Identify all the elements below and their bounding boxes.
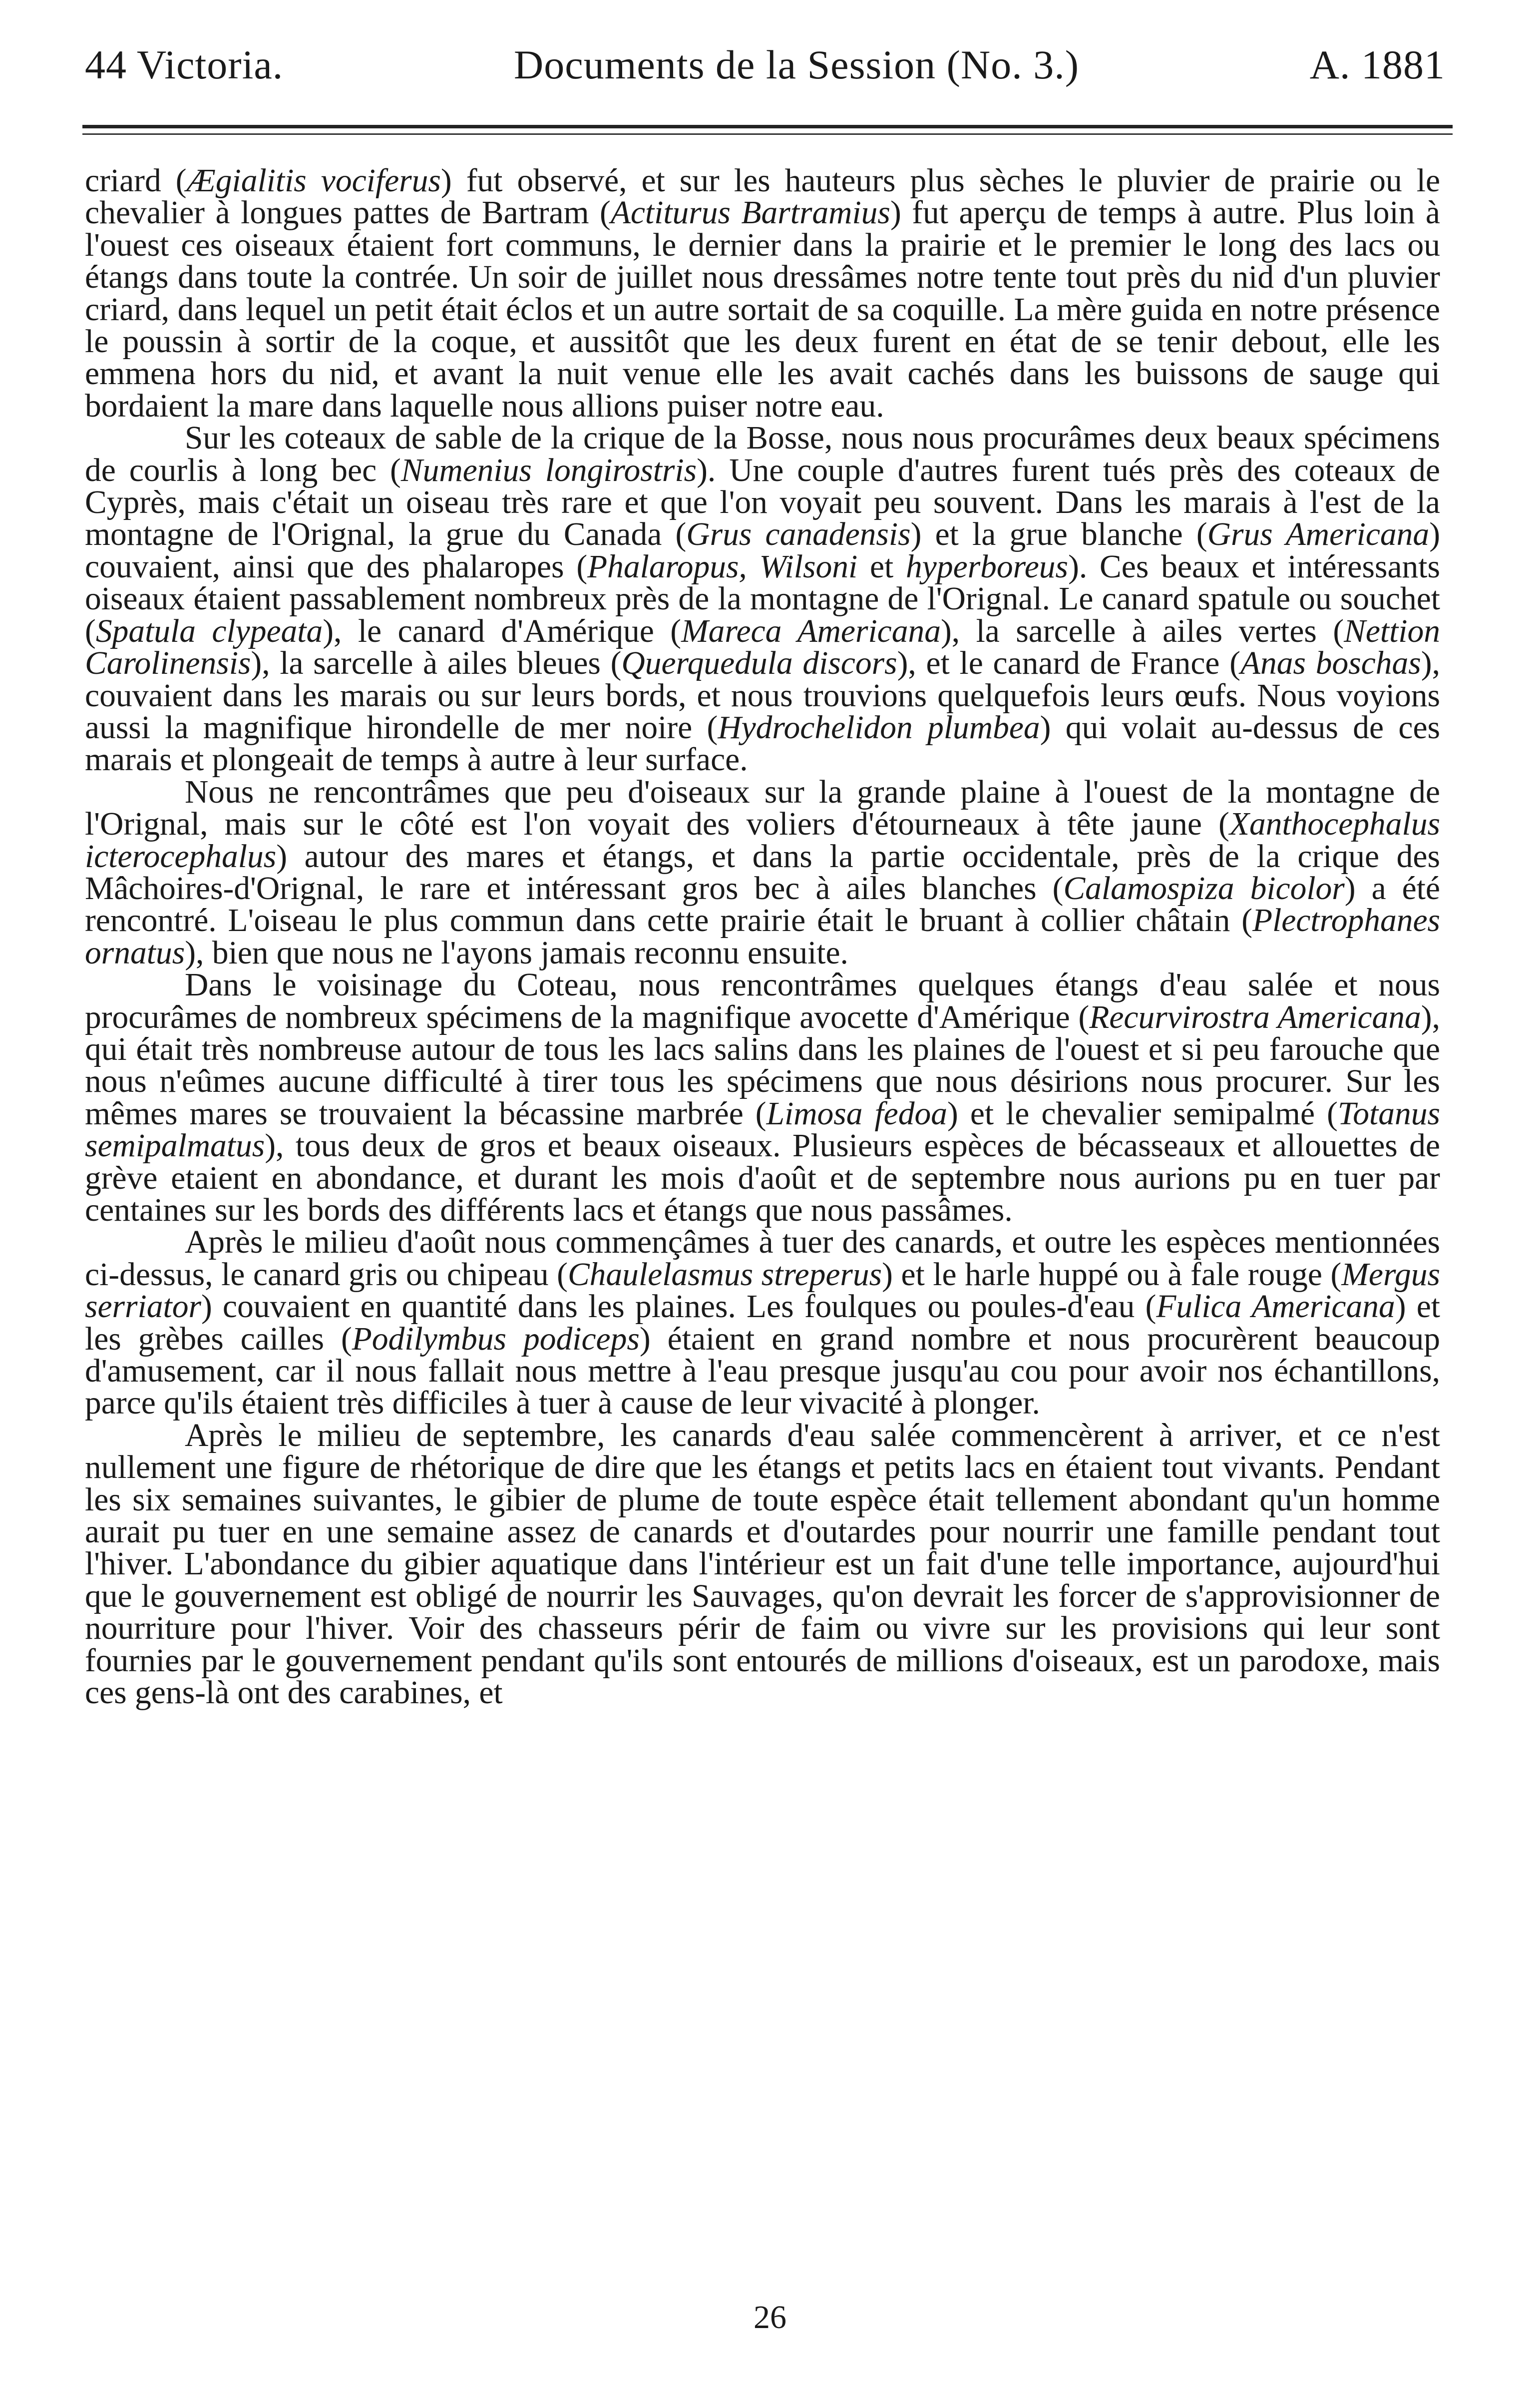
- header-rule: [82, 125, 1453, 135]
- text-run: Nous ne rencontrâmes que peu d'oiseaux sur la grande plaine à l'ouest de la montagne de l'Orignal, mais sur le côté est l'on voyait des voliers d'étourneaux à tête jaune (: [85, 774, 1440, 843]
- page-number: 26: [754, 2299, 786, 2336]
- species-name: Chaulelasmus streperus: [567, 1256, 882, 1293]
- species-name: Numenius longirostris: [400, 452, 697, 488]
- text-run: ) a été rencontré. L'oiseau le plus commun dans cette prairie était le bruant à collier châtain (: [85, 870, 1441, 939]
- paragraph: [85, 776, 1440, 969]
- text-run: ) fut observé, et sur les hauteurs plus sèches le pluvier de prairie ou le chevalier à longues pattes de Bartram (: [85, 163, 1441, 231]
- text-run: ). Une couple d'autres furent tués près des coteaux de Cyprès, mais c'était un oiseau très rare et que l'on voyait peu souvent. Dans les marais à l'est de la montagne de l'Orignal, la grue du Canada (: [85, 452, 1440, 553]
- text-run: ), qui était très nombreuse autour de tous les lacs salins dans les plaines de l'ouest et si peu farouche que nous n'eûmes aucune difficulté à tirer tous les spécimens que nous désirions nous procurer. Sur les mêmes mares se trouvaient la bécassine marbrée (: [85, 999, 1440, 1132]
- header-title: Documents de la Session (No. 3.): [514, 42, 1080, 87]
- species-name: Plectrophanes ornatus: [85, 903, 1440, 971]
- text-run: ) qui volait au-dessus de ces marais et plongeait de temps à autre à leur surface.: [85, 709, 1441, 778]
- paragraph: [85, 1417, 1440, 1711]
- text-run: ) et le harle huppé ou à fale rouge (: [882, 1256, 1342, 1293]
- text-run: ), la sarcelle à ailes bleues (: [251, 645, 622, 682]
- species-name: Anas boschas: [1240, 645, 1421, 682]
- paragraph: [85, 422, 1440, 776]
- species-name: Grus canadensis: [686, 516, 911, 553]
- species-name: Actiturus Bartramius: [610, 195, 890, 231]
- species-name: Querquedula discors: [621, 645, 897, 682]
- header-rule-thick: [82, 125, 1453, 128]
- text-run: ) et le chevalier semipalmé (: [947, 1095, 1338, 1132]
- species-name: Podilymbus podiceps: [352, 1321, 640, 1357]
- text-run: ) et la grue blanche (: [910, 516, 1207, 553]
- text-run: Dans le voisinage du Coteau, nous rencontrâmes quelques étangs d'eau salée et nous procurâmes de nombreux spécimens de la magnifique avocette d'Amérique (: [85, 967, 1440, 1035]
- header-year: A. 1881: [1309, 42, 1445, 87]
- species-name: hyperboreus: [906, 548, 1069, 585]
- text-run: Sur les coteaux de sable de la crique de la Bosse, nous nous procurâmes deux beaux spécimens de courlis à long bec (: [85, 420, 1440, 488]
- species-name: Hydrochelidon plumbea: [718, 709, 1040, 746]
- text-run: ) autour des mares et étangs, et dans la partie occidentale, près de la crique des Mâchoires-d'Orignal, le rare et intéressant gros bec à ailes blanches (: [85, 838, 1440, 907]
- paragraph: [85, 165, 1440, 422]
- text-run: ) fut aperçu de temps à autre. Plus loin à l'ouest ces oiseaux étaient fort communs, le dernier dans la prairie et le premier le long des lacs ou étangs dans toute la contrée. Un soir de juillet nous dressâmes notre tente tout près du nid d'un pluvier criard, dans lequel un petit était éclos et un autre sortait de sa coquille. La mère guida en notre présence le poussin à sortir de la coque, et aussitôt que les deux furent en état de se tenir debout, elle les emmena hors du nid, et avant la nuit venue elle les avait cachés dans les buissons de sauge qui bordaient la mare dans laquelle nous allions puiser notre eau.: [85, 195, 1440, 424]
- text-run: ) couvaient en quantité dans les plaines. Les foulques ou poules-d'eau (: [201, 1289, 1156, 1325]
- header-rule-thin: [82, 133, 1453, 135]
- species-name: Calamospiza bicolor: [1063, 870, 1345, 907]
- species-name: Phalaropus, Wilsoni: [587, 548, 858, 585]
- text-run: ) et les grèbes cailles (: [85, 1289, 1440, 1357]
- text-run: ), couvaient dans les marais ou sur leurs bords, et nous trouvions quelquefois leurs œufs. Nous voyions aussi la magnifique hirondelle de mer noire (: [85, 645, 1440, 746]
- text-run: et: [857, 548, 906, 585]
- species-name: Grus Americana: [1207, 516, 1430, 553]
- species-name: Recurvirostra Americana: [1089, 999, 1421, 1035]
- text-run: ) couvaient, ainsi que des phalaropes (: [85, 516, 1440, 585]
- text-run: ), la sarcelle à ailes vertes (: [940, 613, 1344, 649]
- text-run: ), tous deux de gros et beaux oiseaux. Plusieurs espèces de bécasseaux et allouettes de grève etaient en abondance, et durant les mois d'août et de septembre nous aurions pu en tuer par centaines sur les bords des différents lacs et étangs que nous passâmes.: [85, 1128, 1440, 1228]
- species-name: Mareca Americana: [681, 613, 941, 649]
- body-text: [85, 165, 1440, 1709]
- species-name: Nettion Carolinensis: [85, 613, 1440, 682]
- species-name: Ægialitis vociferus: [186, 163, 441, 199]
- species-name: Xanthocephalus icterocephalus: [85, 806, 1440, 875]
- text-run: ) étaient en grand nombre et nous procurèrent beaucoup d'amusement, car il nous fallait nous mettre à l'eau presque jusqu'au cou pour avoir nos échantillons, parce qu'ils étaient très difficiles à tuer à cause de leur vivacité à plonger.: [85, 1321, 1440, 1422]
- text-run: criard (: [85, 163, 187, 199]
- text-run: Après le milieu de septembre, les canards d'eau salée commencèrent à arriver, et ce n'est nullement une figure de rhétorique de dire que les étangs et petits lacs en étaient tout vivants. Pendant les six semaines suivantes, le gibier de plume de toute espèce était tellement abondant qu'un homme aurait pu tuer en une semaine assez de canards et d'outardes pour nourrir une famille pendant tout l'hiver. L'abondance du gibier aquatique dans l'intérieur est un fait d'une telle importance, aujourd'hui que le gouvernement est obligé de nourrir les Sauvages, qu'on devrait les forcer de s'approvisionner de nourriture pour l'hiver. Voir des chasseurs périr de faim ou vivre sur les provisions qui leur sont fournies par le gouvernement pendant qu'ils sont entourés de millions d'oiseaux, est un parodoxe, mais ces gens-là ont des carabines, et: [85, 1417, 1440, 1711]
- species-name: Spatula clypeata: [95, 613, 323, 649]
- paragraph: [85, 969, 1440, 1226]
- species-name: Fulica Americana: [1156, 1289, 1395, 1325]
- species-name: Totanus semipalmatus: [85, 1095, 1440, 1164]
- text-run: ), bien que nous ne l'ayons jamais reconnu ensuite.: [185, 935, 848, 971]
- species-name: Mergus serriator: [85, 1256, 1440, 1325]
- text-run: ), et le canard de France (: [897, 645, 1241, 682]
- species-name: Limosa fedoa: [766, 1095, 948, 1132]
- header-volume: 44 Victoria.: [85, 42, 284, 87]
- text-run: ). Ces beaux et intéressants oiseaux étaient passablement nombreux près de la montagne de l'Orignal. Le canard spatule ou souchet (: [85, 548, 1440, 649]
- text-run: ), le canard d'Amérique (: [323, 613, 682, 649]
- running-header: [85, 35, 1445, 95]
- text-run: Après le milieu d'août nous commençâmes à tuer des canards, et outre les espèces mentionnées ci-dessus, le canard gris ou chipeau (: [85, 1224, 1440, 1293]
- paragraph: [85, 1224, 1440, 1422]
